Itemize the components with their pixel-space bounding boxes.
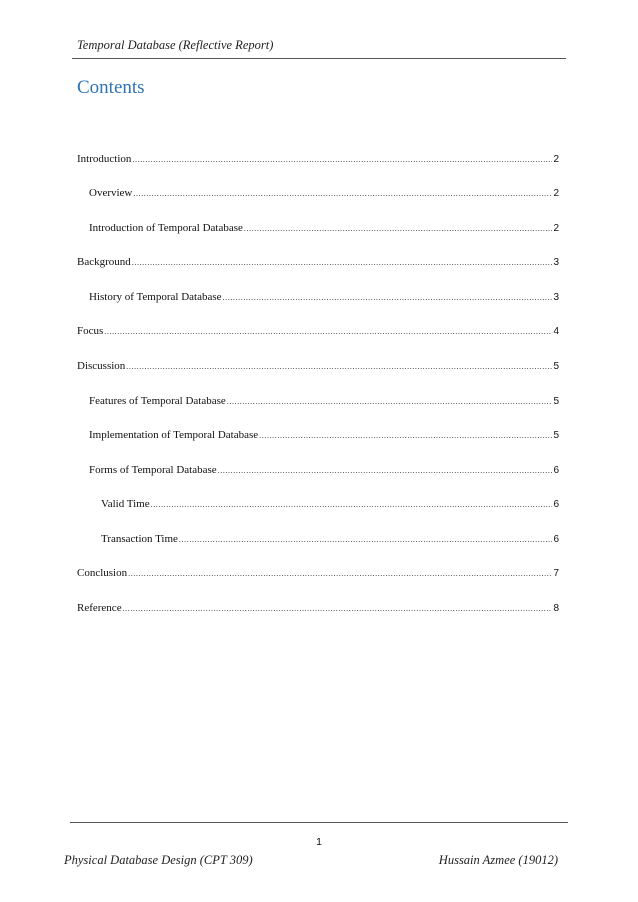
toc-leader [104,327,552,336]
footer-course: Physical Database Design (CPT 309) [64,853,253,867]
toc-entry-page: 5 [553,430,559,441]
toc-entry-label: History of Temporal Database [89,291,222,303]
toc-entry-overview[interactable] [77,187,559,203]
toc-entry-focus[interactable] [77,325,559,341]
toc-entry-page: 8 [553,603,559,614]
toc-entry-page: 3 [553,292,559,303]
toc-entry-page: 6 [553,499,559,510]
toc-leader [218,466,552,475]
toc-entry-page: 7 [553,568,559,579]
toc-entry-label: Transaction Time [101,533,178,545]
toc-leader [223,293,552,302]
toc-entry-label: Background [77,256,131,268]
toc-entry-page: 6 [553,534,559,545]
toc-entry-page: 6 [553,465,559,476]
toc-entry-features-of-temporal-database[interactable] [77,395,559,411]
toc-leader [126,362,552,371]
toc-entry-label: Focus [77,325,104,337]
toc-leader [259,431,552,440]
toc-entry-page: 2 [553,223,559,234]
toc-leader [132,258,552,267]
toc-entry-label: Implementation of Temporal Database [89,429,259,441]
toc-entry-label: Features of Temporal Database [89,395,226,407]
toc-entry-label: Introduction of Temporal Database [89,222,243,234]
toc-entry-label: Valid Time [101,498,150,510]
toc-leader [133,189,552,198]
toc-entry-history-of-temporal-database[interactable] [77,291,559,307]
toc-entry-label: Forms of Temporal Database [89,464,217,476]
page-number: 1 [316,836,322,848]
toc-entry-label: Conclusion [77,567,128,579]
toc-entry-transaction-time[interactable] [77,533,559,549]
toc-entry-page: 4 [553,326,559,337]
footer-divider [70,822,568,823]
toc-entry-forms-of-temporal-database[interactable] [77,464,559,480]
toc-entry-reference[interactable] [77,602,559,618]
header-divider [72,58,566,59]
toc-leader [227,397,552,406]
toc-entry-introduction-of-temporal-database[interactable] [77,222,559,238]
toc-leader [244,224,552,233]
toc-entry-valid-time[interactable] [77,498,559,514]
toc-entry-page: 5 [553,361,559,372]
toc-entry-background[interactable] [77,256,559,272]
toc-leader [151,500,552,509]
toc-entry-discussion[interactable] [77,360,559,376]
toc-entry-page: 3 [553,257,559,268]
toc-entry-page: 2 [553,188,559,199]
toc-entry-label: Discussion [77,360,126,372]
toc-leader [132,155,552,164]
toc-leader [123,604,552,613]
toc-leader [179,535,552,544]
toc-entry-introduction[interactable] [77,153,559,169]
header-title: Temporal Database (Reflective Report) [77,38,274,52]
contents-heading: Contents [77,77,145,98]
toc-entry-label: Overview [89,187,133,199]
toc-entry-page: 5 [553,396,559,407]
toc-entry-implementation-of-temporal-database[interactable] [77,429,559,445]
toc-entry-page: 2 [553,154,559,165]
footer-author: Hussain Azmee (19012) [438,853,558,867]
toc-entry-conclusion[interactable] [77,567,559,583]
toc-entry-label: Reference [77,602,122,614]
toc-entry-label: Introduction [77,153,132,165]
toc-leader [128,569,552,578]
